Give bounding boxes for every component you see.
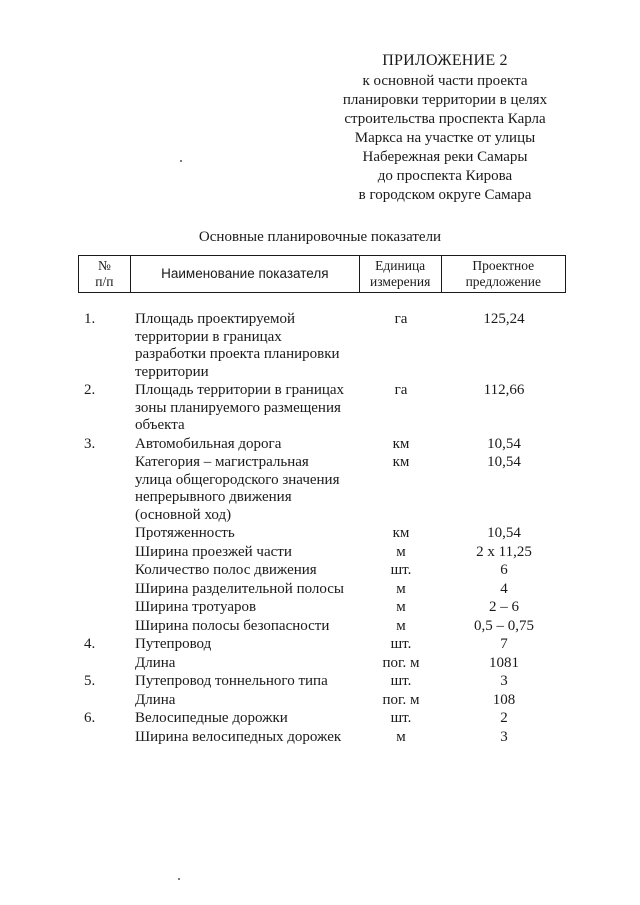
table-row [78, 655, 566, 673]
row-indicator-name [130, 710, 360, 728]
header-unit-line: измерения [370, 274, 431, 289]
table-row [78, 581, 566, 599]
appendix-line: Маркса на участке от улицы [354, 130, 536, 146]
row-indicator-name [130, 436, 360, 454]
row-indicator-name [130, 581, 360, 599]
row-unit: шт. [390, 710, 412, 726]
row-value: 7 [500, 636, 508, 652]
table-row [78, 636, 566, 654]
header-unit [360, 256, 442, 292]
row-unit: пог. м [382, 691, 420, 708]
table-row [78, 599, 566, 617]
row-unit: м [396, 617, 406, 634]
row-value: 10,54 [487, 525, 521, 541]
row-indicator-name [130, 673, 360, 691]
row-indicator-name-line: Ширина проезжей части [135, 543, 292, 560]
appendix-line: к основной части проекта [362, 73, 528, 89]
row-indicator-name-line: Площадь территории в границах [135, 382, 345, 398]
appendix-block [300, 50, 590, 205]
row-indicator-name-line: Автомобильная дорога [135, 435, 282, 452]
row-value: 3 [500, 673, 508, 689]
row-indicator-name [130, 636, 360, 654]
header-value [442, 256, 565, 292]
row-indicator-name-line: Длина [135, 691, 176, 708]
row-number: 1. [84, 311, 96, 327]
row-value: 2 – 6 [489, 599, 519, 615]
table-row [78, 525, 566, 543]
row-value: 108 [492, 691, 516, 708]
row-indicator-name [130, 382, 360, 435]
row-indicator-name [130, 454, 360, 524]
row-indicator-name-line: территории [135, 363, 209, 380]
row-indicator-name [130, 544, 360, 562]
document-title: Основные планировочные показатели [198, 229, 442, 245]
table-row [78, 562, 566, 580]
row-indicator-name-line: Путепровод [135, 636, 212, 652]
row-indicator-name-line: улица общегородского значения [135, 471, 340, 488]
row-indicator-name-line: Путепровод тоннельного типа [135, 673, 328, 689]
table-row [78, 710, 566, 728]
row-indicator-name-line: объекта [135, 417, 185, 433]
appendix-line: до проспекта Кирова [377, 168, 513, 184]
appendix-line: Набережная реки Самары [362, 149, 528, 165]
table-row [78, 673, 566, 691]
row-indicator-name [130, 311, 360, 381]
table-row [78, 729, 566, 747]
row-unit: км [392, 435, 410, 452]
row-indicator-name-line: (основной ход) [135, 506, 232, 523]
row-value: 125,24 [483, 311, 525, 327]
row-number: 2. [84, 382, 96, 398]
row-value: 112,66 [483, 382, 525, 398]
scan-speck [180, 160, 182, 162]
row-unit: пог. м [382, 654, 420, 671]
row-indicator-name [130, 692, 360, 710]
row-unit: км [392, 454, 410, 470]
table-row [78, 692, 566, 710]
row-value: 2 [500, 710, 508, 726]
row-indicator-name-line: территории в границах [135, 328, 282, 345]
row-indicator-name-line: Ширина велосипедных дорожек [135, 728, 342, 745]
table-row [78, 618, 566, 636]
row-unit: шт. [390, 636, 412, 652]
header-num-line: № [97, 258, 111, 273]
table-row [78, 311, 566, 381]
appendix-heading: ПРИЛОЖЕНИЕ 2 [382, 52, 508, 69]
header-unit-line: Единица [375, 258, 426, 273]
row-number: 6. [84, 710, 96, 726]
row-indicator-name-line: Длина [135, 654, 176, 671]
row-number: 4. [84, 636, 96, 652]
row-value: 4 [500, 580, 508, 597]
row-indicator-name-line: зоны планируемого размещения [135, 399, 341, 416]
header-num [79, 256, 131, 292]
header-name: Наименование показателя [131, 256, 360, 292]
table-header [78, 255, 566, 293]
row-unit: га [394, 382, 408, 398]
table-body [78, 311, 566, 747]
row-unit: шт. [390, 562, 412, 578]
table-row [78, 454, 566, 524]
row-indicator-name-line: Категория – магистральная [135, 454, 309, 470]
row-indicator-name-line: Количество полос движения [135, 562, 317, 578]
row-indicator-name [130, 525, 360, 543]
row-indicator-name-line: Ширина полосы безопасности [135, 617, 330, 634]
row-value: 10,54 [487, 454, 521, 470]
appendix-line: строительства проспекта Карла [344, 111, 546, 127]
row-value: 0,5 – 0,75 [474, 617, 534, 634]
row-indicator-name-line: Протяженность [135, 525, 235, 541]
row-number: 5. [84, 673, 96, 689]
table-row [78, 436, 566, 454]
row-indicator-name [130, 599, 360, 617]
appendix-line: планировки территории в целях [342, 92, 548, 108]
row-indicator-name [130, 562, 360, 580]
row-value: 1081 [489, 654, 519, 671]
row-unit: м [396, 599, 406, 615]
row-value: 10,54 [487, 435, 521, 452]
row-unit: га [394, 311, 408, 327]
header-num-line: п/п [95, 274, 114, 289]
row-number: 3. [84, 435, 96, 452]
row-indicator-name-line: Ширина разделительной полосы [135, 580, 345, 597]
row-indicator-name-line: непрерывного движения [135, 489, 292, 505]
row-unit: м [396, 543, 406, 560]
scan-speck [178, 878, 180, 880]
table-row [78, 382, 566, 435]
row-unit: м [396, 580, 406, 597]
row-indicator-name-line: разработки проекта планировки [135, 346, 340, 362]
row-value: 3 [500, 728, 508, 745]
row-value: 6 [500, 562, 508, 578]
row-unit: шт. [390, 673, 412, 689]
row-unit: м [396, 728, 406, 745]
row-indicator-name-line: Ширина тротуаров [135, 599, 257, 615]
row-value: 2 х 11,25 [476, 543, 532, 560]
row-indicator-name-line: Площадь проектируемой [135, 311, 296, 327]
header-value-line: предложение [465, 274, 541, 289]
row-indicator-name [130, 618, 360, 636]
row-unit: км [392, 525, 410, 541]
row-indicator-name-line: Велосипедные дорожки [135, 710, 288, 726]
table-row [78, 544, 566, 562]
row-indicator-name [130, 729, 360, 747]
header-value-line: Проектное [472, 258, 535, 273]
row-indicator-name [130, 655, 360, 673]
appendix-line: в городском округе Самара [358, 187, 532, 203]
